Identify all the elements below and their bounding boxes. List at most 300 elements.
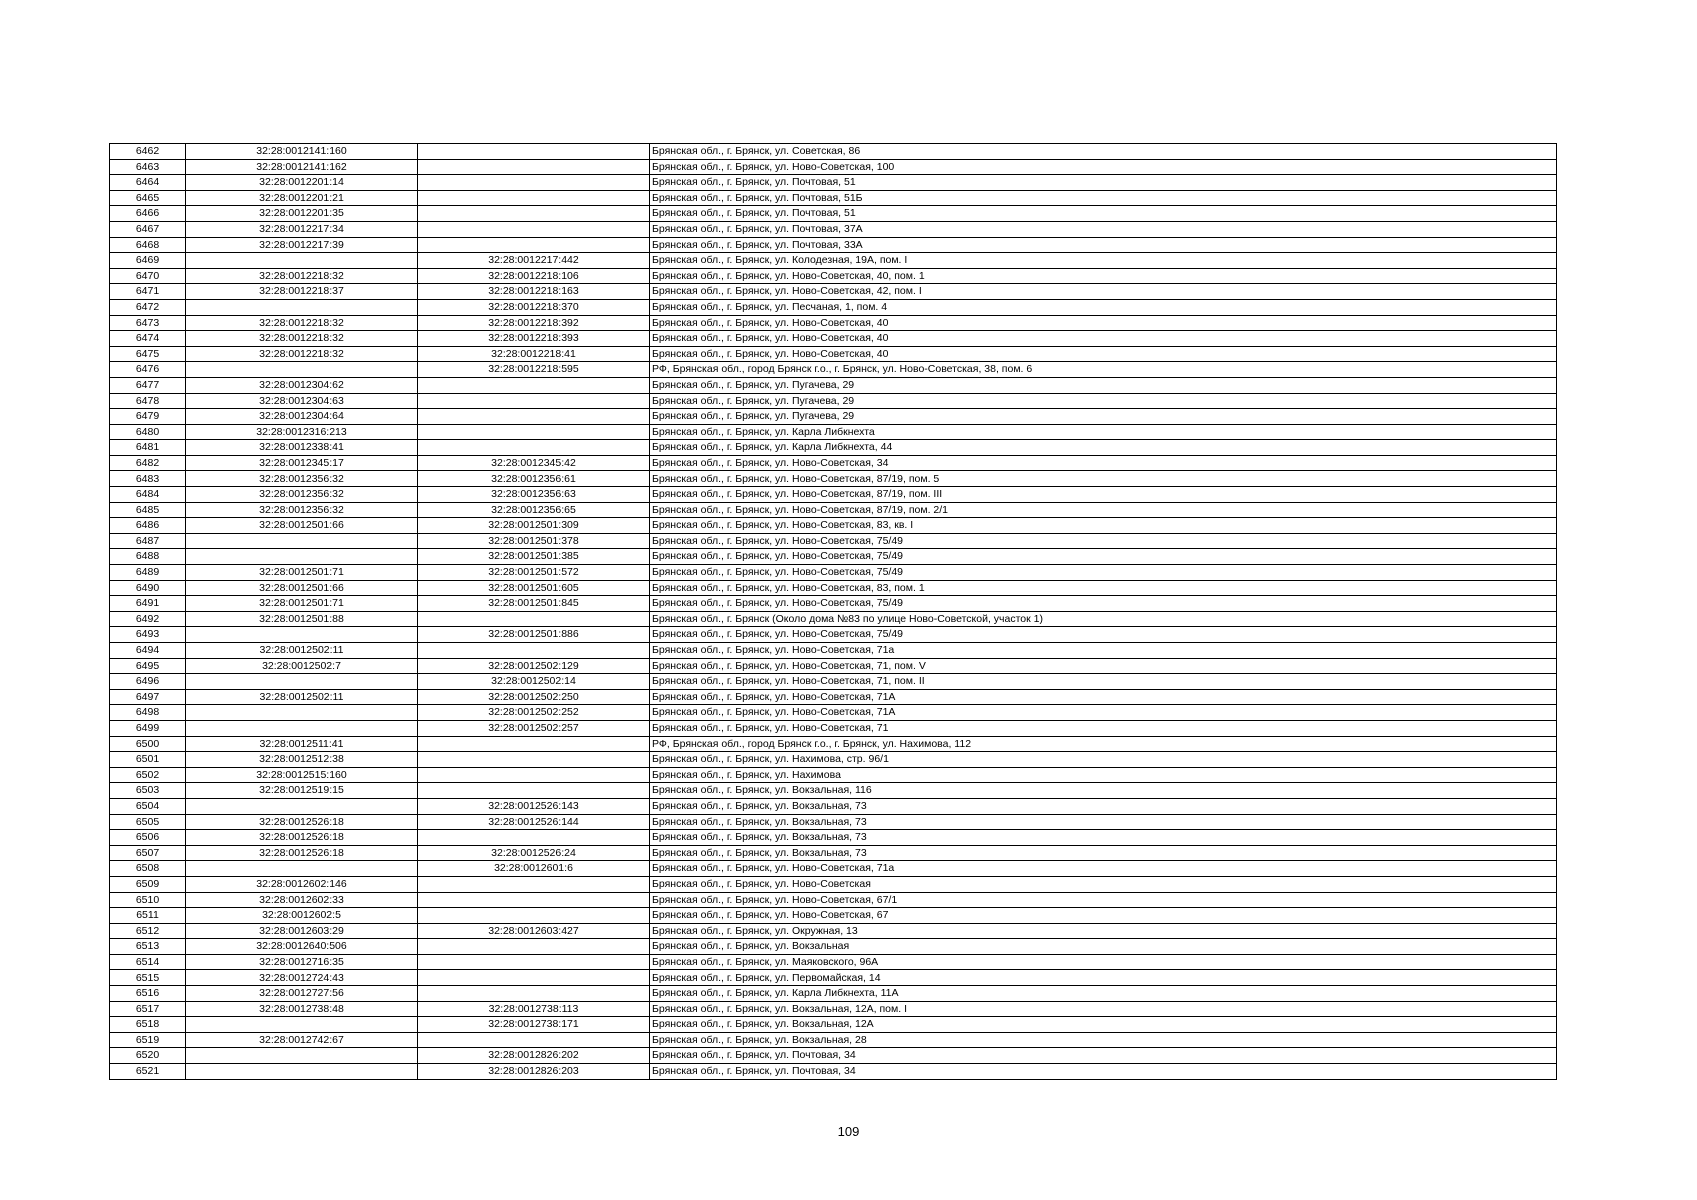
row-number-cell: 6514 — [110, 954, 186, 970]
address-cell: Брянская обл., г. Брянск, ул. Карла Либкнехта — [650, 424, 1557, 440]
land-cadastral-number-cell — [186, 1048, 418, 1064]
address-cell: Брянская обл., г. Брянск, ул. Ново-Советская, 71, пом. V — [650, 658, 1557, 674]
table-row — [110, 284, 1557, 300]
land-cadastral-number-cell: 32:28:0012218:37 — [186, 284, 418, 300]
land-cadastral-number-cell: 32:28:0012742:67 — [186, 1032, 418, 1048]
address-cell: Брянская обл., г. Брянск, ул. Ново-Советская, 67/1 — [650, 892, 1557, 908]
object-cadastral-number-cell: 32:28:0012218:106 — [418, 268, 650, 284]
object-cadastral-number-cell: 32:28:0012218:163 — [418, 284, 650, 300]
row-number-cell: 6516 — [110, 986, 186, 1002]
object-cadastral-number-cell — [418, 190, 650, 206]
object-cadastral-number-cell: 32:28:0012501:845 — [418, 596, 650, 612]
object-cadastral-number-cell: 32:28:0012356:63 — [418, 487, 650, 503]
object-cadastral-number-cell: 32:28:0012502:14 — [418, 674, 650, 690]
table-row — [110, 315, 1557, 331]
registry-table-body — [110, 144, 1557, 1080]
land-cadastral-number-cell: 32:28:0012218:32 — [186, 315, 418, 331]
table-row — [110, 455, 1557, 471]
address-cell: Брянская обл., г. Брянск, ул. Ново-Советская, 87/19, пом. III — [650, 487, 1557, 503]
table-row — [110, 377, 1557, 393]
object-cadastral-number-cell: 32:28:0012502:252 — [418, 705, 650, 721]
land-cadastral-number-cell: 32:28:0012526:18 — [186, 845, 418, 861]
object-cadastral-number-cell — [418, 393, 650, 409]
row-number-cell: 6500 — [110, 736, 186, 752]
address-cell: Брянская обл., г. Брянск, ул. Ново-Советская, 40, пом. 1 — [650, 268, 1557, 284]
land-cadastral-number-cell: 32:28:0012501:66 — [186, 518, 418, 534]
table-row — [110, 876, 1557, 892]
row-number-cell: 6496 — [110, 674, 186, 690]
row-number-cell: 6473 — [110, 315, 186, 331]
land-cadastral-number-cell: 32:28:0012316:213 — [186, 424, 418, 440]
object-cadastral-number-cell: 32:28:0012502:250 — [418, 689, 650, 705]
land-cadastral-number-cell: 32:28:0012502:11 — [186, 689, 418, 705]
table-row — [110, 923, 1557, 939]
land-cadastral-number-cell: 32:28:0012345:17 — [186, 455, 418, 471]
table-row — [110, 502, 1557, 518]
address-cell: Брянская обл., г. Брянск, ул. Пугачева, 29 — [650, 409, 1557, 425]
row-number-cell: 6462 — [110, 144, 186, 160]
land-cadastral-number-cell: 32:28:0012526:18 — [186, 814, 418, 830]
row-number-cell: 6518 — [110, 1017, 186, 1033]
object-cadastral-number-cell — [418, 1032, 650, 1048]
table-row — [110, 705, 1557, 721]
land-cadastral-number-cell: 32:28:0012716:35 — [186, 954, 418, 970]
table-row — [110, 908, 1557, 924]
row-number-cell: 6477 — [110, 377, 186, 393]
object-cadastral-number-cell — [418, 736, 650, 752]
address-cell: Брянская обл., г. Брянск, ул. Почтовая, 51 — [650, 175, 1557, 191]
table-row — [110, 845, 1557, 861]
object-cadastral-number-cell: 32:28:0012502:129 — [418, 658, 650, 674]
table-row — [110, 939, 1557, 955]
land-cadastral-number-cell: 32:28:0012304:62 — [186, 377, 418, 393]
address-cell: Брянская обл., г. Брянск, ул. Почтовая, 37А — [650, 221, 1557, 237]
row-number-cell: 6506 — [110, 830, 186, 846]
row-number-cell: 6487 — [110, 533, 186, 549]
object-cadastral-number-cell: 32:28:0012345:42 — [418, 455, 650, 471]
land-cadastral-number-cell: 32:28:0012602:5 — [186, 908, 418, 924]
address-cell: Брянская обл., г. Брянск, ул. Ново-Советская, 87/19, пом. 5 — [650, 471, 1557, 487]
land-cadastral-number-cell: 32:28:0012501:66 — [186, 580, 418, 596]
address-cell: Брянская обл., г. Брянск, ул. Вокзальная — [650, 939, 1557, 955]
address-cell: Брянская обл., г. Брянск, ул. Почтовая, 33А — [650, 237, 1557, 253]
land-cadastral-number-cell: 32:28:0012727:56 — [186, 986, 418, 1002]
address-cell: Брянская обл., г. Брянск, ул. Вокзальная, 73 — [650, 845, 1557, 861]
land-cadastral-number-cell — [186, 1017, 418, 1033]
object-cadastral-number-cell — [418, 237, 650, 253]
address-cell: Брянская обл., г. Брянск, ул. Нахимова — [650, 767, 1557, 783]
address-cell: Брянская обл., г. Брянск, ул. Ново-Советская, 75/49 — [650, 549, 1557, 565]
land-cadastral-number-cell: 32:28:0012304:64 — [186, 409, 418, 425]
table-row — [110, 206, 1557, 222]
table-row — [110, 830, 1557, 846]
land-cadastral-number-cell: 32:28:0012141:160 — [186, 144, 418, 160]
row-number-cell: 6480 — [110, 424, 186, 440]
table-row — [110, 190, 1557, 206]
object-cadastral-number-cell: 32:28:0012218:393 — [418, 331, 650, 347]
row-number-cell: 6470 — [110, 268, 186, 284]
row-number-cell: 6491 — [110, 596, 186, 612]
table-row — [110, 487, 1557, 503]
table-row — [110, 720, 1557, 736]
address-cell: Брянская обл., г. Брянск, ул. Вокзальная, 73 — [650, 830, 1557, 846]
land-cadastral-number-cell — [186, 627, 418, 643]
object-cadastral-number-cell — [418, 783, 650, 799]
row-number-cell: 6498 — [110, 705, 186, 721]
object-cadastral-number-cell: 32:28:0012356:65 — [418, 502, 650, 518]
table-row — [110, 549, 1557, 565]
address-cell: Брянская обл., г. Брянск (Около дома №83 по улице Ново-Советской, участок 1) — [650, 611, 1557, 627]
row-number-cell: 6504 — [110, 798, 186, 814]
table-row — [110, 736, 1557, 752]
row-number-cell: 6471 — [110, 284, 186, 300]
land-cadastral-number-cell — [186, 253, 418, 269]
row-number-cell: 6497 — [110, 689, 186, 705]
object-cadastral-number-cell: 32:28:0012217:442 — [418, 253, 650, 269]
row-number-cell: 6515 — [110, 970, 186, 986]
table-row — [110, 331, 1557, 347]
object-cadastral-number-cell — [418, 939, 650, 955]
address-cell: Брянская обл., г. Брянск, ул. Ново-Советская, 67 — [650, 908, 1557, 924]
object-cadastral-number-cell — [418, 908, 650, 924]
row-number-cell: 6483 — [110, 471, 186, 487]
table-row — [110, 954, 1557, 970]
row-number-cell: 6520 — [110, 1048, 186, 1064]
address-cell: Брянская обл., г. Брянск, ул. Ново-Советская, 71 — [650, 720, 1557, 736]
table-row — [110, 986, 1557, 1002]
land-cadastral-number-cell: 32:28:0012201:35 — [186, 206, 418, 222]
address-cell: Брянская обл., г. Брянск, ул. Почтовая, 34 — [650, 1064, 1557, 1080]
table-row — [110, 533, 1557, 549]
table-row — [110, 268, 1557, 284]
row-number-cell: 6513 — [110, 939, 186, 955]
address-cell: Брянская обл., г. Брянск, ул. Первомайская, 14 — [650, 970, 1557, 986]
object-cadastral-number-cell — [418, 876, 650, 892]
object-cadastral-number-cell — [418, 440, 650, 456]
land-cadastral-number-cell: 32:28:0012356:32 — [186, 502, 418, 518]
address-cell: Брянская обл., г. Брянск, ул. Ново-Советская, 71, пом. II — [650, 674, 1557, 690]
address-cell: Брянская обл., г. Брянск, ул. Ново-Советская, 40 — [650, 346, 1557, 362]
object-cadastral-number-cell — [418, 892, 650, 908]
address-cell: Брянская обл., г. Брянск, ул. Советская, 86 — [650, 144, 1557, 160]
object-cadastral-number-cell — [418, 206, 650, 222]
object-cadastral-number-cell: 32:28:0012826:202 — [418, 1048, 650, 1064]
object-cadastral-number-cell: 32:28:0012601:6 — [418, 861, 650, 877]
table-row — [110, 1032, 1557, 1048]
object-cadastral-number-cell: 32:28:0012526:144 — [418, 814, 650, 830]
table-row — [110, 783, 1557, 799]
land-cadastral-number-cell — [186, 362, 418, 378]
address-cell: Брянская обл., г. Брянск, ул. Ново-Советская, 34 — [650, 455, 1557, 471]
land-cadastral-number-cell: 32:28:0012603:29 — [186, 923, 418, 939]
land-cadastral-number-cell: 32:28:0012602:33 — [186, 892, 418, 908]
table-row — [110, 767, 1557, 783]
land-cadastral-number-cell: 32:28:0012356:32 — [186, 471, 418, 487]
address-cell: Брянская обл., г. Брянск, ул. Ново-Советская, 71а — [650, 861, 1557, 877]
land-cadastral-number-cell — [186, 674, 418, 690]
land-cadastral-number-cell: 32:28:0012724:43 — [186, 970, 418, 986]
row-number-cell: 6466 — [110, 206, 186, 222]
object-cadastral-number-cell: 32:28:0012501:572 — [418, 565, 650, 581]
land-cadastral-number-cell: 32:28:0012501:71 — [186, 565, 418, 581]
address-cell: РФ, Брянская обл., город Брянск г.о., г. Брянск, ул. Нахимова, 112 — [650, 736, 1557, 752]
object-cadastral-number-cell: 32:28:0012603:427 — [418, 923, 650, 939]
land-cadastral-number-cell: 32:28:0012217:39 — [186, 237, 418, 253]
table-row — [110, 611, 1557, 627]
object-cadastral-number-cell: 32:28:0012218:595 — [418, 362, 650, 378]
table-row — [110, 861, 1557, 877]
table-row — [110, 237, 1557, 253]
address-cell: Брянская обл., г. Брянск, ул. Почтовая, 34 — [650, 1048, 1557, 1064]
row-number-cell: 6464 — [110, 175, 186, 191]
row-number-cell: 6467 — [110, 221, 186, 237]
address-cell: Брянская обл., г. Брянск, ул. Ново-Советская, 100 — [650, 159, 1557, 175]
land-cadastral-number-cell — [186, 705, 418, 721]
table-row — [110, 1001, 1557, 1017]
table-row — [110, 643, 1557, 659]
row-number-cell: 6481 — [110, 440, 186, 456]
row-number-cell: 6492 — [110, 611, 186, 627]
table-row — [110, 814, 1557, 830]
row-number-cell: 6501 — [110, 752, 186, 768]
object-cadastral-number-cell — [418, 424, 650, 440]
table-row — [110, 440, 1557, 456]
land-cadastral-number-cell: 32:28:0012201:14 — [186, 175, 418, 191]
address-cell: Брянская обл., г. Брянск, ул. Ново-Советская, 75/49 — [650, 596, 1557, 612]
row-number-cell: 6493 — [110, 627, 186, 643]
table-row — [110, 798, 1557, 814]
table-row — [110, 658, 1557, 674]
table-row — [110, 424, 1557, 440]
row-number-cell: 6511 — [110, 908, 186, 924]
land-cadastral-number-cell: 32:28:0012526:18 — [186, 830, 418, 846]
page-number: 109 — [837, 1124, 860, 1139]
object-cadastral-number-cell: 32:28:0012501:309 — [418, 518, 650, 534]
address-cell: Брянская обл., г. Брянск, ул. Окружная, 13 — [650, 923, 1557, 939]
object-cadastral-number-cell: 32:28:0012502:257 — [418, 720, 650, 736]
table-row — [110, 674, 1557, 690]
land-cadastral-number-cell — [186, 549, 418, 565]
table-row — [110, 892, 1557, 908]
land-cadastral-number-cell: 32:28:0012218:32 — [186, 268, 418, 284]
land-cadastral-number-cell: 32:28:0012501:88 — [186, 611, 418, 627]
row-number-cell: 6474 — [110, 331, 186, 347]
object-cadastral-number-cell — [418, 752, 650, 768]
object-cadastral-number-cell — [418, 221, 650, 237]
land-cadastral-number-cell — [186, 798, 418, 814]
table-row — [110, 159, 1557, 175]
table-row — [110, 144, 1557, 160]
address-cell: Брянская обл., г. Брянск, ул. Вокзальная, 73 — [650, 798, 1557, 814]
row-number-cell: 6479 — [110, 409, 186, 425]
address-cell: Брянская обл., г. Брянск, ул. Маяковского, 96А — [650, 954, 1557, 970]
land-cadastral-number-cell — [186, 861, 418, 877]
land-cadastral-number-cell — [186, 533, 418, 549]
object-cadastral-number-cell — [418, 409, 650, 425]
land-cadastral-number-cell: 32:28:0012141:162 — [186, 159, 418, 175]
object-cadastral-number-cell — [418, 175, 650, 191]
address-cell: Брянская обл., г. Брянск, ул. Ново-Советская, 40 — [650, 315, 1557, 331]
table-row — [110, 1048, 1557, 1064]
address-cell: Брянская обл., г. Брянск, ул. Пугачева, 29 — [650, 393, 1557, 409]
table-row — [110, 299, 1557, 315]
row-number-cell: 6519 — [110, 1032, 186, 1048]
row-number-cell: 6499 — [110, 720, 186, 736]
table-row — [110, 221, 1557, 237]
address-cell: Брянская обл., г. Брянск, ул. Ново-Советская — [650, 876, 1557, 892]
table-row — [110, 253, 1557, 269]
address-cell: Брянская обл., г. Брянск, ул. Ново-Советская, 83, кв. I — [650, 518, 1557, 534]
object-cadastral-number-cell: 32:28:0012526:24 — [418, 845, 650, 861]
table-row — [110, 689, 1557, 705]
object-cadastral-number-cell: 32:28:0012501:886 — [418, 627, 650, 643]
address-cell: Брянская обл., г. Брянск, ул. Песчаная, 1, пом. 4 — [650, 299, 1557, 315]
row-number-cell: 6486 — [110, 518, 186, 534]
table-row — [110, 393, 1557, 409]
registry-table — [109, 143, 1557, 1080]
object-cadastral-number-cell — [418, 643, 650, 659]
land-cadastral-number-cell: 32:28:0012217:34 — [186, 221, 418, 237]
row-number-cell: 6505 — [110, 814, 186, 830]
table-row — [110, 346, 1557, 362]
table-row — [110, 518, 1557, 534]
row-number-cell: 6502 — [110, 767, 186, 783]
object-cadastral-number-cell — [418, 970, 650, 986]
address-cell: Брянская обл., г. Брянск, ул. Почтовая, 51Б — [650, 190, 1557, 206]
object-cadastral-number-cell — [418, 159, 650, 175]
row-number-cell: 6512 — [110, 923, 186, 939]
row-number-cell: 6508 — [110, 861, 186, 877]
object-cadastral-number-cell — [418, 954, 650, 970]
address-cell: Брянская обл., г. Брянск, ул. Вокзальная, 12А — [650, 1017, 1557, 1033]
address-cell: Брянская обл., г. Брянск, ул. Ново-Советская, 87/19, пом. 2/1 — [650, 502, 1557, 518]
object-cadastral-number-cell: 32:28:0012738:171 — [418, 1017, 650, 1033]
land-cadastral-number-cell: 32:28:0012502:11 — [186, 643, 418, 659]
address-cell: Брянская обл., г. Брянск, ул. Карла Либкнехта, 44 — [650, 440, 1557, 456]
address-cell: Брянская обл., г. Брянск, ул. Вокзальная, 73 — [650, 814, 1557, 830]
table-row — [110, 471, 1557, 487]
row-number-cell: 6494 — [110, 643, 186, 659]
table-row — [110, 627, 1557, 643]
land-cadastral-number-cell: 32:28:0012304:63 — [186, 393, 418, 409]
row-number-cell: 6478 — [110, 393, 186, 409]
row-number-cell: 6472 — [110, 299, 186, 315]
table-row — [110, 970, 1557, 986]
address-cell: Брянская обл., г. Брянск, ул. Вокзальная, 116 — [650, 783, 1557, 799]
row-number-cell: 6507 — [110, 845, 186, 861]
land-cadastral-number-cell: 32:28:0012218:32 — [186, 331, 418, 347]
row-number-cell: 6517 — [110, 1001, 186, 1017]
address-cell: Брянская обл., г. Брянск, ул. Ново-Советская, 42, пом. I — [650, 284, 1557, 300]
object-cadastral-number-cell: 32:28:0012738:113 — [418, 1001, 650, 1017]
land-cadastral-number-cell: 32:28:0012502:7 — [186, 658, 418, 674]
address-cell: Брянская обл., г. Брянск, ул. Нахимова, стр. 96/1 — [650, 752, 1557, 768]
object-cadastral-number-cell — [418, 767, 650, 783]
object-cadastral-number-cell — [418, 611, 650, 627]
object-cadastral-number-cell: 32:28:0012501:605 — [418, 580, 650, 596]
table-row — [110, 565, 1557, 581]
object-cadastral-number-cell: 32:28:0012501:385 — [418, 549, 650, 565]
address-cell: Брянская обл., г. Брянск, ул. Ново-Советская, 71А — [650, 689, 1557, 705]
table-row — [110, 409, 1557, 425]
address-cell: Брянская обл., г. Брянск, ул. Ново-Советская, 83, пом. 1 — [650, 580, 1557, 596]
address-cell: Брянская обл., г. Брянск, ул. Ново-Советская, 40 — [650, 331, 1557, 347]
land-cadastral-number-cell: 32:28:0012515:160 — [186, 767, 418, 783]
land-cadastral-number-cell: 32:28:0012640:506 — [186, 939, 418, 955]
object-cadastral-number-cell: 32:28:0012218:392 — [418, 315, 650, 331]
table-row — [110, 596, 1557, 612]
row-number-cell: 6468 — [110, 237, 186, 253]
land-cadastral-number-cell — [186, 1064, 418, 1080]
land-cadastral-number-cell — [186, 299, 418, 315]
land-cadastral-number-cell — [186, 720, 418, 736]
row-number-cell: 6482 — [110, 455, 186, 471]
table-row — [110, 1017, 1557, 1033]
address-cell: Брянская обл., г. Брянск, ул. Пугачева, 29 — [650, 377, 1557, 393]
row-number-cell: 6485 — [110, 502, 186, 518]
address-cell: Брянская обл., г. Брянск, ул. Вокзальная, 28 — [650, 1032, 1557, 1048]
row-number-cell: 6469 — [110, 253, 186, 269]
land-cadastral-number-cell: 32:28:0012519:15 — [186, 783, 418, 799]
object-cadastral-number-cell: 32:28:0012501:378 — [418, 533, 650, 549]
table-row — [110, 362, 1557, 378]
address-cell: Брянская обл., г. Брянск, ул. Ново-Советская, 75/49 — [650, 565, 1557, 581]
land-cadastral-number-cell: 32:28:0012738:48 — [186, 1001, 418, 1017]
row-number-cell: 6465 — [110, 190, 186, 206]
land-cadastral-number-cell: 32:28:0012218:32 — [186, 346, 418, 362]
object-cadastral-number-cell: 32:28:0012356:61 — [418, 471, 650, 487]
address-cell: Брянская обл., г. Брянск, ул. Ново-Советская, 71а — [650, 643, 1557, 659]
row-number-cell: 6510 — [110, 892, 186, 908]
object-cadastral-number-cell — [418, 144, 650, 160]
land-cadastral-number-cell: 32:28:0012501:71 — [186, 596, 418, 612]
object-cadastral-number-cell: 32:28:0012218:41 — [418, 346, 650, 362]
row-number-cell: 6521 — [110, 1064, 186, 1080]
land-cadastral-number-cell: 32:28:0012512:38 — [186, 752, 418, 768]
land-cadastral-number-cell: 32:28:0012602:146 — [186, 876, 418, 892]
address-cell: Брянская обл., г. Брянск, ул. Ново-Советская, 71А — [650, 705, 1557, 721]
object-cadastral-number-cell — [418, 830, 650, 846]
table-row — [110, 1064, 1557, 1080]
row-number-cell: 6503 — [110, 783, 186, 799]
table-row — [110, 175, 1557, 191]
land-cadastral-number-cell: 32:28:0012356:32 — [186, 487, 418, 503]
table-row — [110, 752, 1557, 768]
address-cell: РФ, Брянская обл., город Брянск г.о., г. Брянск, ул. Ново-Советская, 38, пом. 6 — [650, 362, 1557, 378]
object-cadastral-number-cell: 32:28:0012218:370 — [418, 299, 650, 315]
address-cell: Брянская обл., г. Брянск, ул. Ново-Советская, 75/49 — [650, 533, 1557, 549]
address-cell: Брянская обл., г. Брянск, ул. Вокзальная, 12А, пом. I — [650, 1001, 1557, 1017]
row-number-cell: 6476 — [110, 362, 186, 378]
object-cadastral-number-cell — [418, 986, 650, 1002]
object-cadastral-number-cell: 32:28:0012826:203 — [418, 1064, 650, 1080]
address-cell: Брянская обл., г. Брянск, ул. Ново-Советская, 75/49 — [650, 627, 1557, 643]
land-cadastral-number-cell: 32:28:0012338:41 — [186, 440, 418, 456]
address-cell: Брянская обл., г. Брянск, ул. Карла Либкнехта, 11А — [650, 986, 1557, 1002]
address-cell: Брянская обл., г. Брянск, ул. Почтовая, 51 — [650, 206, 1557, 222]
row-number-cell: 6495 — [110, 658, 186, 674]
land-cadastral-number-cell: 32:28:0012511:41 — [186, 736, 418, 752]
table-row — [110, 580, 1557, 596]
row-number-cell: 6489 — [110, 565, 186, 581]
address-cell: Брянская обл., г. Брянск, ул. Колодезная, 19А, пом. I — [650, 253, 1557, 269]
row-number-cell: 6488 — [110, 549, 186, 565]
land-cadastral-number-cell: 32:28:0012201:21 — [186, 190, 418, 206]
row-number-cell: 6484 — [110, 487, 186, 503]
object-cadastral-number-cell — [418, 377, 650, 393]
row-number-cell: 6463 — [110, 159, 186, 175]
row-number-cell: 6490 — [110, 580, 186, 596]
